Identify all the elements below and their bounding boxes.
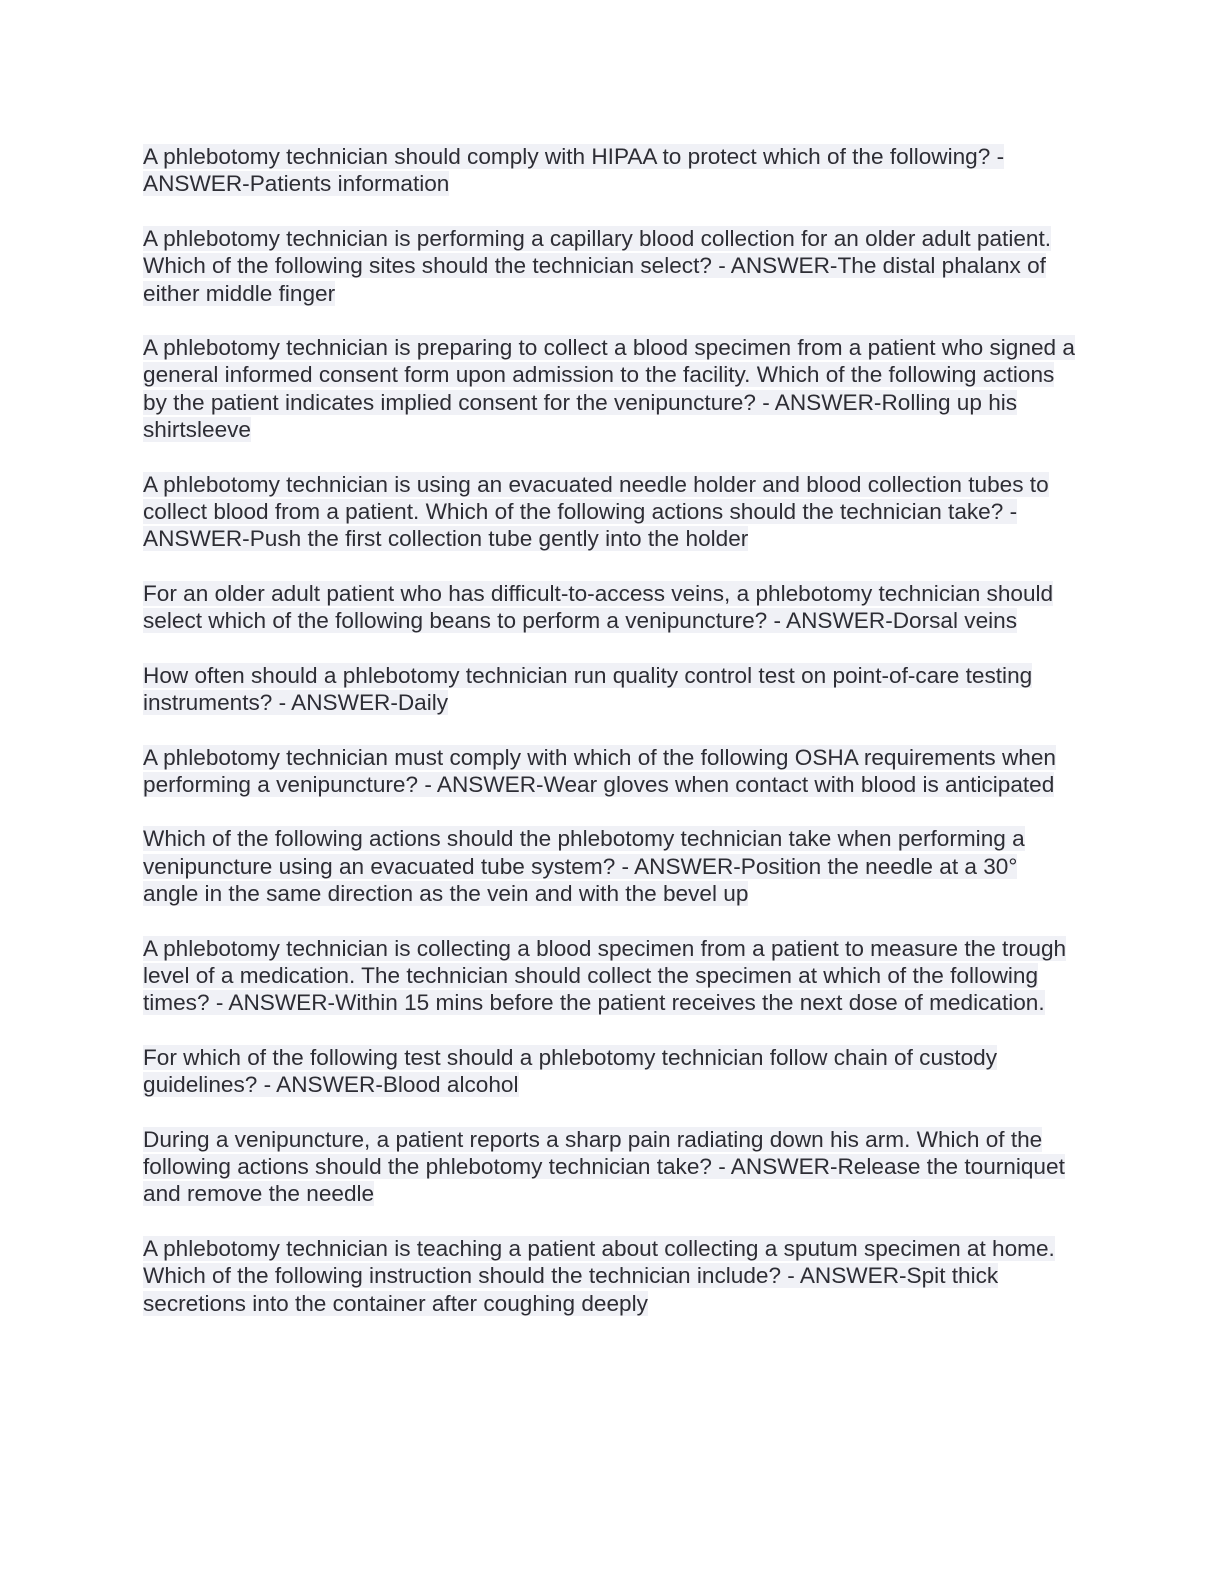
qa-item-2 [143,225,1078,307]
qa-item-7 [143,744,1078,799]
qa-item-3 [143,334,1078,444]
qa-item-10 [143,1044,1078,1099]
qa-text: A phlebotomy technician is collecting a blood specimen from a patient to measure the trough level of a medication. The technician should collect the specimen at which of the following times? - ANSWER-Within 15 mins before the patient receives the next dose of medication. [143,935,1067,1016]
qa-text: A phlebotomy technician must comply with which of the following OSHA requirements when performing a venipuncture? - ANSWER-Wear gloves when contact with blood is anticipated [143,744,1056,797]
qa-text: For an older adult patient who has difficult-to-access veins, a phlebotomy technician should select which of the following beans to perform a venipuncture? - ANSWER-Dorsal veins [143,580,1054,634]
qa-text: A phlebotomy technician is using an evacuated needle holder and blood collection tubes to collect blood from a patient. Which of the following actions should the technician take? - ANSWER-Push the first collection tube gently into the holder [143,471,1049,552]
qa-item-5 [143,580,1078,635]
qa-item-9 [143,935,1078,1017]
qa-text: A phlebotomy technician is teaching a patient about collecting a sputum specimen at home. Which of the following instruction should the technician include? - ANSWER-Spit thick secretions into the container after coughing deeply [143,1235,1055,1316]
qa-text: During a venipuncture, a patient reports a sharp pain radiating down his arm. Which of the following actions should the phlebotomy technician take? - ANSWER-Release the tourniquet and remove the needle [143,1126,1065,1207]
qa-text: A phlebotomy technician should comply with HIPAA to protect which of the following? - ANSWER-Patients information [143,144,1005,197]
qa-text: How often should a phlebotomy technician run quality control test on point-of-care testing instruments? - ANSWER-Daily [143,662,1033,716]
qa-item-1 [143,143,1078,198]
qa-item-11 [143,1126,1078,1208]
qa-text: A phlebotomy technician is preparing to collect a blood specimen from a patient who signed a general informed consent form upon admission to the facility. Which of the following actions by the patient indicates implied consent for the venipuncture? - ANSWER-Rolling up his shirtsleeve [143,335,1075,443]
qa-item-12 [143,1235,1078,1317]
qa-text: A phlebotomy technician is performing a capillary blood collection for an older adult patient. Which of the following sites should the technician select? - ANSWER-The distal phalanx of either middle finger [143,225,1052,306]
qa-item-6 [143,662,1078,717]
qa-text: For which of the following test should a phlebotomy technician follow chain of custody guidelines? - ANSWER-Blood alcohol [143,1044,998,1098]
qa-item-4 [143,471,1078,553]
qa-list [143,143,1078,1344]
qa-item-8 [143,825,1078,907]
qa-text: Which of the following actions should the phlebotomy technician take when performing a venipuncture using an evacuated tube system? - ANSWER-Position the needle at a 30° angle in the same direction as the vein and with the bevel up [143,826,1025,907]
